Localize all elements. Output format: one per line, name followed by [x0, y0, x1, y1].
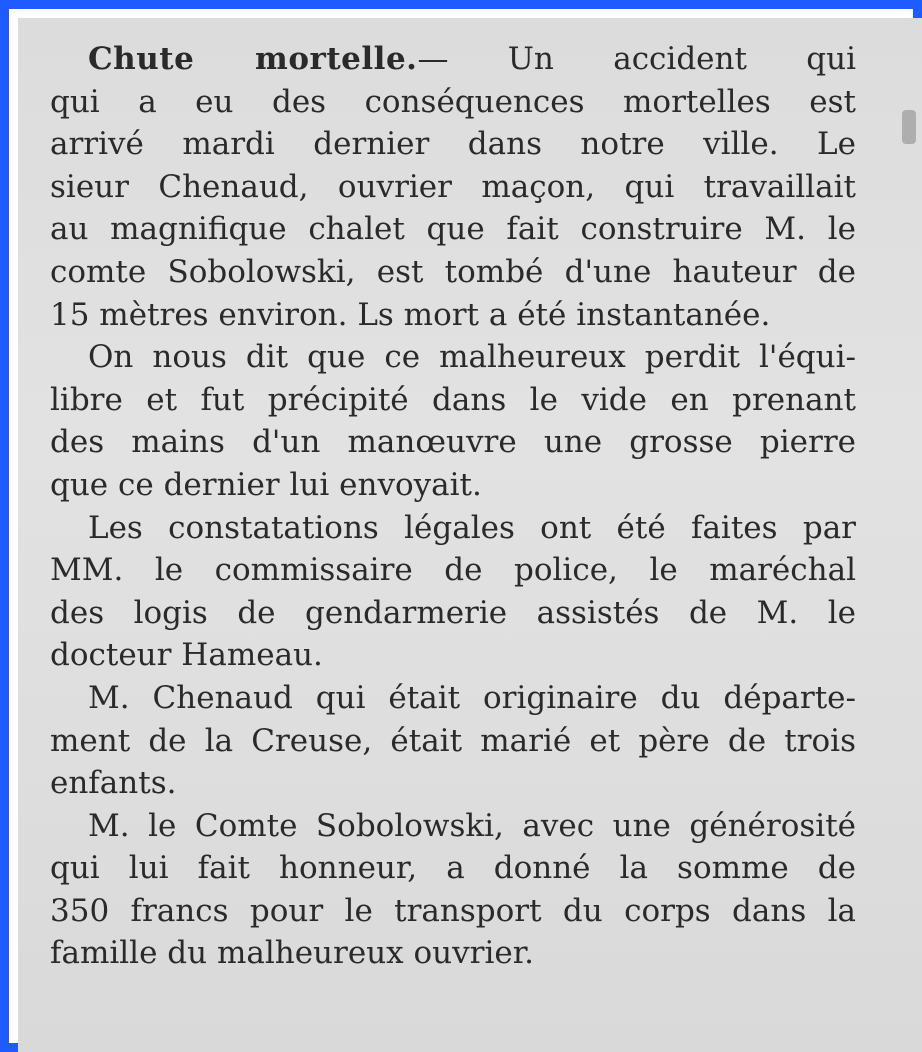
text-line: 350 francs pour le transport du corps dans la [50, 892, 856, 929]
text-line: Les constatations légales ont été faites par [88, 509, 856, 546]
text-line: arrivé mardi dernier dans notre ville. Le [50, 126, 856, 163]
scan-mark [902, 110, 916, 144]
text-line: comte Sobolowski, est tombé d'une hauteur de [50, 253, 856, 290]
text-line: docteur Hameau. [50, 637, 323, 674]
text-line: famille du malheureux ouvrier. [50, 935, 534, 972]
text-line: On nous dit que ce malheureux perdit l'équi- [88, 339, 856, 376]
text-line: MM. le commissaire de police, le maréchal [50, 552, 856, 589]
text-line: des logis de gendarmerie assistés de M. le [50, 594, 856, 631]
text-line: ment de la Creuse, était marié et père de trois [50, 722, 856, 759]
newspaper-clipping [18, 18, 922, 1052]
text-line: 15 mètres environ. Ls mort a été instantanée. [50, 296, 771, 333]
article-title: Chute mortelle. [88, 41, 418, 77]
text-line: qui a eu des conséquences mortelles est [50, 83, 856, 120]
text-line: M. le Comte Sobolowski, avec une générosité [88, 807, 856, 844]
title-continuation: — Un accident qui [417, 41, 856, 77]
text-line: sieur Chenaud, ouvrier maçon, qui travaillait [50, 168, 856, 205]
title-line [50, 38, 856, 81]
text-line: M. Chenaud qui était originaire du départe- [88, 679, 856, 716]
text-line: libre et fut précipité dans le vide en prenant [50, 381, 856, 418]
text-line: au magnifique chalet que fait construire M. le [50, 211, 856, 248]
text-line: des mains d'un manœuvre une grosse pierre [50, 424, 856, 461]
text-line: qui lui fait honneur, a donné la somme de [50, 850, 856, 887]
text-line: que ce dernier lui envoyait. [50, 466, 482, 503]
text-line: enfants. [50, 765, 177, 802]
article [50, 38, 856, 975]
